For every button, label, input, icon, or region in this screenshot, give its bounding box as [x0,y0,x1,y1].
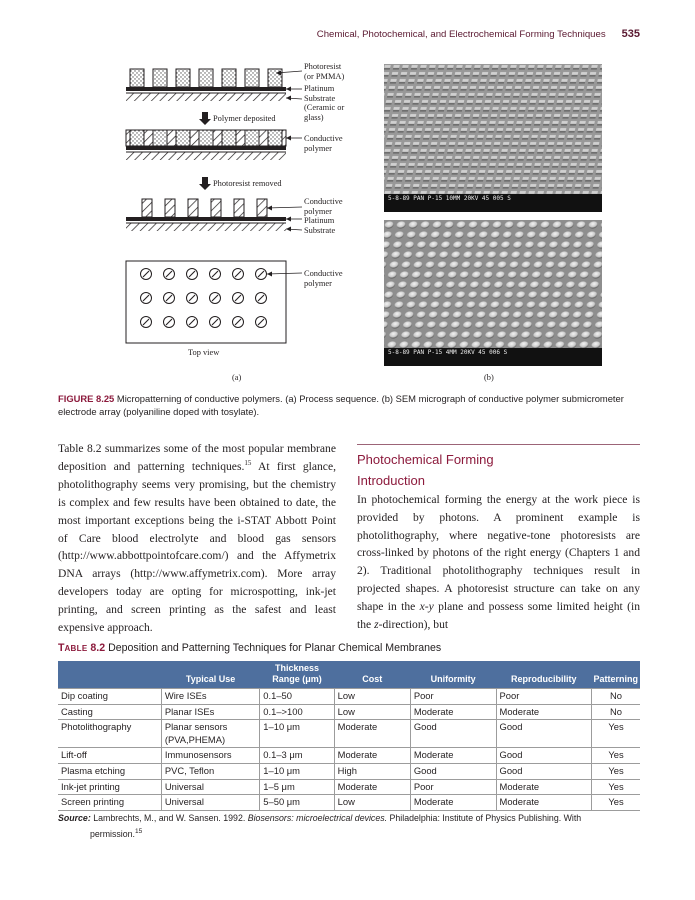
math-var: x [419,599,425,613]
math-var: y [428,599,434,613]
table-header-row [58,661,640,689]
source-text: Lambrechts, M., and W. Sansen. 1992. [90,813,248,823]
table-cell: Casting [58,704,161,720]
label-conductive-polymer-1 [304,134,343,153]
table-cell: Moderate [496,779,591,795]
column-header: Uniformity [410,661,496,689]
sem-micrograph-top [384,64,602,212]
table-cell: Planar ISEs [161,704,259,720]
table-cell: Universal [161,795,259,811]
source-line [58,812,643,825]
table-row [58,795,640,811]
label-top-view: Top view [188,348,220,357]
label-line: Conductive [304,197,343,206]
source-title: Biosensors: microelectrical devices. [247,813,388,823]
table-cell: Ink-jet printing [58,779,161,795]
figure-caption-text: Micropatterning of conductive polymers. (a) Process sequence. (b) SEM micrograph of conductive polymer submicrometer electrode array (polyaniline doped with tosylate). [58,393,624,417]
sem-top-info: 5-8-89 PAN P-15 10MM 20KV 45 005 S [384,194,602,212]
section-rule [357,444,640,445]
label-line: polymer [304,278,332,288]
stage-2-polymer-deposited [126,130,302,160]
source-text: Philadelphia: Institute of Physics Publishing. With [387,813,582,823]
table-cell: Good [410,763,496,779]
table-cell: Yes [591,795,640,811]
column-header: Thickness Range (μm) [260,661,334,689]
table-title [58,642,648,654]
table-source-note [58,812,643,841]
math-dash: - [424,599,429,613]
table-cell: 1–10 μm [260,763,334,779]
table-cell: Screen printing [58,795,161,811]
table-cell: Yes [591,763,640,779]
table-row [58,720,640,748]
table-cell: Good [410,720,496,748]
table-label-number: 8.2 [87,642,106,654]
label-line: Conductive [304,269,343,278]
table-cell: Planar sensors (PVA,PHEMA) [161,720,259,748]
table-cell: PVC, Teflon [161,763,259,779]
table-8-2 [58,661,640,811]
table-cell: Moderate [496,704,591,720]
process-arrow-down-icon [199,112,211,125]
table-cell: Good [496,748,591,764]
column-header: Reproducibility [496,661,591,689]
column-header [58,661,161,689]
left-column-text [58,440,336,637]
label-line: Substrate [304,225,336,235]
source-text: permission. [90,828,135,839]
figure-8-25 [58,58,648,388]
table-cell: Moderate [410,748,496,764]
table-cell: Moderate [334,748,410,764]
reference-superscript: 15 [244,459,252,468]
table-cell: Moderate [410,704,496,720]
table-cell: Yes [591,748,640,764]
label-photoresist-removed: Photoresist removed [213,179,282,188]
table-cell: 0.1–3 μm [260,748,334,764]
label-line: polymer [304,143,332,153]
top-view-array [126,261,302,343]
table-cell: Photolithography [58,720,161,748]
table-cell: Moderate [334,720,410,748]
table-cell: Good [496,720,591,748]
body-paragraph: Table 8.2 summarizes some of the most popular membrane deposition and patterning techniques. [58,442,336,473]
table-cell: Low [334,795,410,811]
body-paragraph: At first glance, photolithography seems very promising, but the chemistry is complex and few results have been obtained to date, the most important exceptions being the i-STAT Abbott Point of Care blood electrolyte and blood gas sensors (http://www.abbottpointofcare.com/) and the Affymetrix DNA arrays (http://www.affymetrix.com). More array developers today are opting for microspotting, ink-jet printing, and screen printing as the safest and least expensive approach. [58,459,336,635]
table-cell: Poor [496,689,591,705]
table-cell: 5–50 μm [260,795,334,811]
stage-1-photoresist [126,69,302,101]
table-cell: 0.1–50 [260,689,334,705]
table-cell: No [591,689,640,705]
table-cell: Wire ISEs [161,689,259,705]
label-platinum-substrate [304,84,344,122]
stage-3-photoresist-removed [126,199,302,232]
label-line: Photoresist [304,62,342,71]
table-cell: 1–5 μm [260,779,334,795]
table-cell: Moderate [410,795,496,811]
running-head [0,28,640,40]
table-cell: Yes [591,720,640,748]
body-paragraph: -direction), but [378,617,449,631]
source-label: Source: [58,813,91,823]
table-cell: High [334,763,410,779]
right-column-text [357,491,640,633]
table-cell: Moderate [334,779,410,795]
table-row [58,763,640,779]
label-conductive-polymer-top [304,269,343,288]
label-line: Substrate [304,93,336,103]
label-line: (or PMMA) [304,71,345,81]
table-cell: Lift-off [58,748,161,764]
label-line: glass) [304,112,324,122]
body-paragraph: plane and possess some limited height (in the [357,599,640,631]
table-cell: Plasma etching [58,763,161,779]
table-label [58,642,105,654]
sem-texture [384,220,602,348]
label-stage3 [304,197,343,235]
process-arrow-down-icon [199,177,211,190]
running-head-title: Chemical, Photochemical, and Electrochemical Forming Techniques [316,29,606,40]
table-cell: Poor [410,689,496,705]
column-header: Cost [334,661,410,689]
table-cell: Immunosensors [161,748,259,764]
panel-label-a: (a) [232,373,242,382]
table-cell: Dip coating [58,689,161,705]
figure-caption-label: FIGURE 8.25 [58,393,115,404]
table-row [58,779,640,795]
label-polymer-deposited: Polymer deposited [213,114,276,123]
source-line [58,825,643,841]
body-paragraph: In photochemical forming the energy at the work piece is provided by photons. A prominent example is photolithography, where negative-tone photoresists are cross-linked by photons of the right energy (Chapters 1 and 2). Traditional photolithography techniques result in projected shapes. A photoresist structure can take on any shape in the [357,493,640,613]
panel-label-b: (b) [484,373,494,382]
sem-micrograph-bottom [384,220,602,366]
table-label-smallcaps: ABLE [64,644,88,653]
column-header: Typical Use [161,661,259,689]
section-heading [357,450,640,491]
table-cell: Low [334,689,410,705]
column-header: Patterning [591,661,640,689]
label-line: polymer [304,206,332,216]
heading-introduction: Introduction [357,472,425,488]
table-title-text: Deposition and Patterning Techniques for Planar Chemical Membranes [108,642,442,654]
table-row [58,689,640,705]
table-row [58,748,640,764]
label-line: Platinum [304,84,335,93]
sem-texture [384,64,602,194]
heading-photochemical-forming: Photochemical Forming [357,452,494,467]
figure-caption [58,392,648,418]
table-cell: 1–10 μm [260,720,334,748]
table-cell: 0.1–>100 [260,704,334,720]
table-cell: Low [334,704,410,720]
reference-superscript: 15 [134,828,143,835]
table-cell: Moderate [496,795,591,811]
table-cell: No [591,704,640,720]
label-line: Platinum [304,216,335,226]
sem-bottom-info: 5-8-89 PAN P-15 4MM 20KV 45 006 S [384,348,602,366]
table-cell: Good [496,763,591,779]
label-line: Conductive [304,134,343,143]
table-label-prefix: T [58,642,65,654]
label-line: (Ceramic or [304,103,345,113]
math-var: z [374,617,379,631]
table-cell: Yes [591,779,640,795]
table-cell: Poor [410,779,496,795]
table-cell: Universal [161,779,259,795]
label-photoresist [304,62,344,81]
table-row [58,704,640,720]
page-number: 535 [621,28,640,40]
